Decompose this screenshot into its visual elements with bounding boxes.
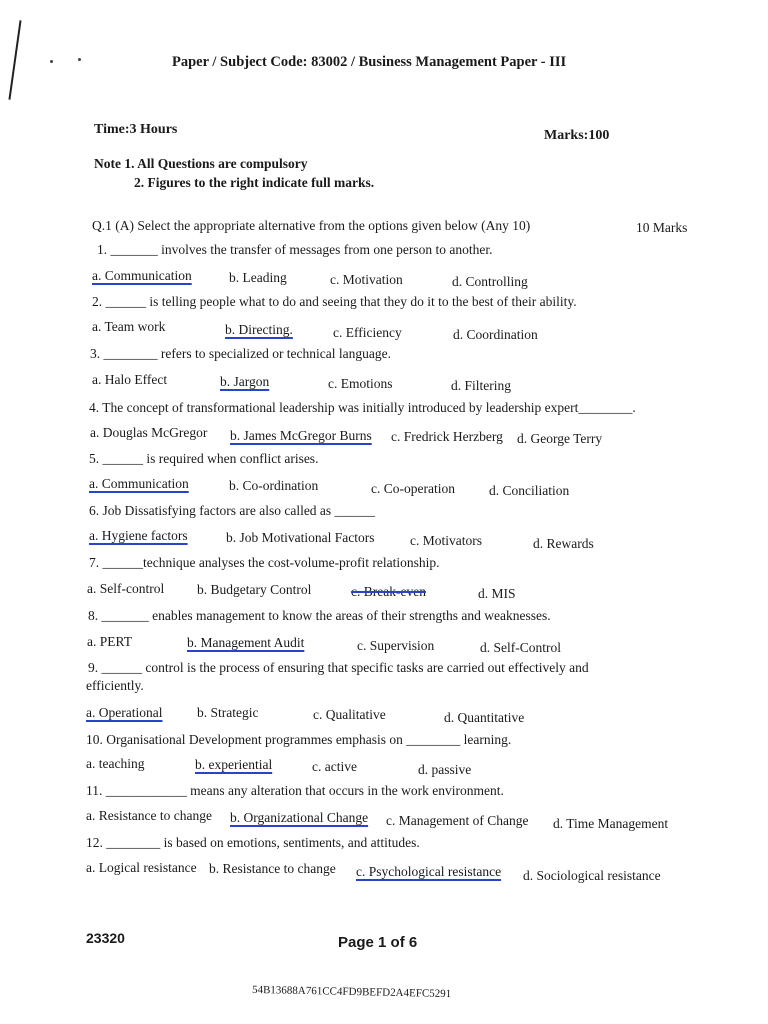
q4-option-b: b. James McGregor Burns bbox=[230, 428, 372, 443]
question-3: 3. ________ refers to specialized or technical language. bbox=[90, 346, 392, 361]
q8-option-a: a. PERT bbox=[87, 634, 132, 649]
question-10: 10. Organisational Development programmes emphasis on ________ learning. bbox=[86, 732, 512, 747]
q8-option-d: d. Self-Control bbox=[480, 640, 561, 655]
q2-option-b: b. Directing. bbox=[225, 322, 293, 337]
q9-option-c: c. Qualitative bbox=[313, 707, 386, 722]
q12-option-a: a. Logical resistance bbox=[86, 860, 197, 875]
section-marks: 10 Marks bbox=[636, 220, 688, 235]
question-6: 6. Job Dissatisfying factors are also called as ______ bbox=[89, 503, 376, 518]
q9-option-b: b. Strategic bbox=[197, 705, 259, 720]
q9-option-a: a. Operational bbox=[86, 705, 163, 720]
q6-option-a: a. Hygiene factors bbox=[89, 528, 188, 543]
time-label: Time:3 Hours bbox=[94, 122, 178, 137]
q2-option-c: c. Efficiency bbox=[333, 325, 402, 340]
marks-label: Marks:100 bbox=[544, 128, 610, 143]
q11-option-d: d. Time Management bbox=[553, 816, 669, 831]
question-5: 5. ______ is required when conflict arises. bbox=[89, 451, 319, 466]
q10-option-b: b. experiential bbox=[195, 757, 273, 772]
question-1: 1. _______ involves the transfer of messages from one person to another. bbox=[97, 242, 493, 257]
q10-option-c: c. active bbox=[312, 759, 357, 774]
exam-code: 23320 bbox=[86, 930, 125, 946]
q1-option-d: d. Controlling bbox=[452, 274, 528, 289]
q10-option-a: a. teaching bbox=[86, 756, 145, 771]
q7-option-b: b. Budgetary Control bbox=[197, 582, 312, 597]
page-number: Page 1 of 6 bbox=[338, 934, 418, 951]
question-7: 7. ______technique analyses the cost-volume-profit relationship. bbox=[89, 555, 440, 570]
q1-option-a: a. Communication bbox=[92, 268, 192, 283]
q1-option-c: c. Motivation bbox=[330, 272, 403, 287]
note-1: Note 1. All Questions are compulsory bbox=[94, 156, 308, 171]
q3-option-d: d. Filtering bbox=[451, 378, 511, 393]
scan-dot bbox=[50, 60, 53, 63]
question-12: 12. ________ is based on emotions, sentiments, and attitudes. bbox=[86, 835, 420, 850]
q2-option-d: d. Coordination bbox=[453, 327, 538, 342]
document-hash: 54B13688A761CC4FD9BEFD2A4EFC5291 bbox=[251, 983, 452, 1001]
question-4: 4. The concept of transformational leadership was initially introduced by leadership expert________. bbox=[89, 400, 636, 415]
q8-option-b: b. Management Audit bbox=[187, 635, 305, 650]
paper-title: Paper / Subject Code: 83002 / Business Management Paper - III bbox=[172, 54, 567, 70]
q7-option-c: c. Break-even bbox=[351, 584, 426, 599]
q6-option-b: b. Job Motivational Factors bbox=[226, 530, 375, 545]
q5-option-b: b. Co-ordination bbox=[229, 478, 319, 493]
q3-option-a: a. Halo Effect bbox=[92, 372, 168, 387]
q5-option-c: c. Co-operation bbox=[371, 481, 455, 496]
q7-option-d: d. MIS bbox=[478, 586, 516, 601]
q12-option-d: d. Sociological resistance bbox=[523, 868, 661, 883]
question-9: 9. ______ control is the process of ensuring that specific tasks are carried out effectively and bbox=[88, 660, 589, 675]
q10-option-d: d. passive bbox=[418, 762, 472, 777]
q3-option-b: b. Jargon bbox=[220, 374, 270, 389]
scan-dot bbox=[78, 58, 81, 61]
q1-option-b: b. Leading bbox=[229, 270, 287, 285]
q11-option-c: c. Management of Change bbox=[386, 813, 529, 828]
q9-option-d: d. Quantitative bbox=[444, 710, 525, 725]
q3-option-c: c. Emotions bbox=[328, 376, 393, 391]
q6-option-c: c. Motivators bbox=[410, 533, 482, 548]
q12-option-b: b. Resistance to change bbox=[209, 861, 336, 876]
q11-option-a: a. Resistance to change bbox=[86, 808, 212, 823]
q5-option-a: a. Communication bbox=[89, 476, 189, 491]
scan-mark bbox=[8, 20, 21, 99]
question-11: 11. ____________ means any alteration that occurs in the work environment. bbox=[86, 783, 504, 798]
q5-option-d: d. Conciliation bbox=[489, 483, 570, 498]
q4-option-d: d. George Terry bbox=[517, 431, 603, 446]
q4-option-c: c. Fredrick Herzberg bbox=[391, 429, 503, 444]
q11-option-b: b. Organizational Change bbox=[230, 810, 369, 825]
q7-option-a: a. Self-control bbox=[87, 581, 165, 596]
q4-option-a: a. Douglas McGregor bbox=[90, 425, 208, 440]
q2-option-a: a. Team work bbox=[92, 319, 166, 334]
q12-option-c: c. Psychological resistance bbox=[356, 864, 502, 879]
q6-option-d: d. Rewards bbox=[533, 536, 594, 551]
question-2: 2. ______ is telling people what to do and seeing that they do it to the best of their ability. bbox=[92, 294, 577, 309]
q8-option-c: c. Supervision bbox=[357, 638, 435, 653]
note-2: 2. Figures to the right indicate full marks. bbox=[134, 175, 375, 190]
question-8: 8. _______ enables management to know the areas of their strengths and weaknesses. bbox=[88, 608, 551, 623]
question-9-cont: efficiently. bbox=[86, 678, 144, 693]
section-heading: Q.1 (A) Select the appropriate alternative from the options given below (Any 10) bbox=[92, 218, 531, 233]
